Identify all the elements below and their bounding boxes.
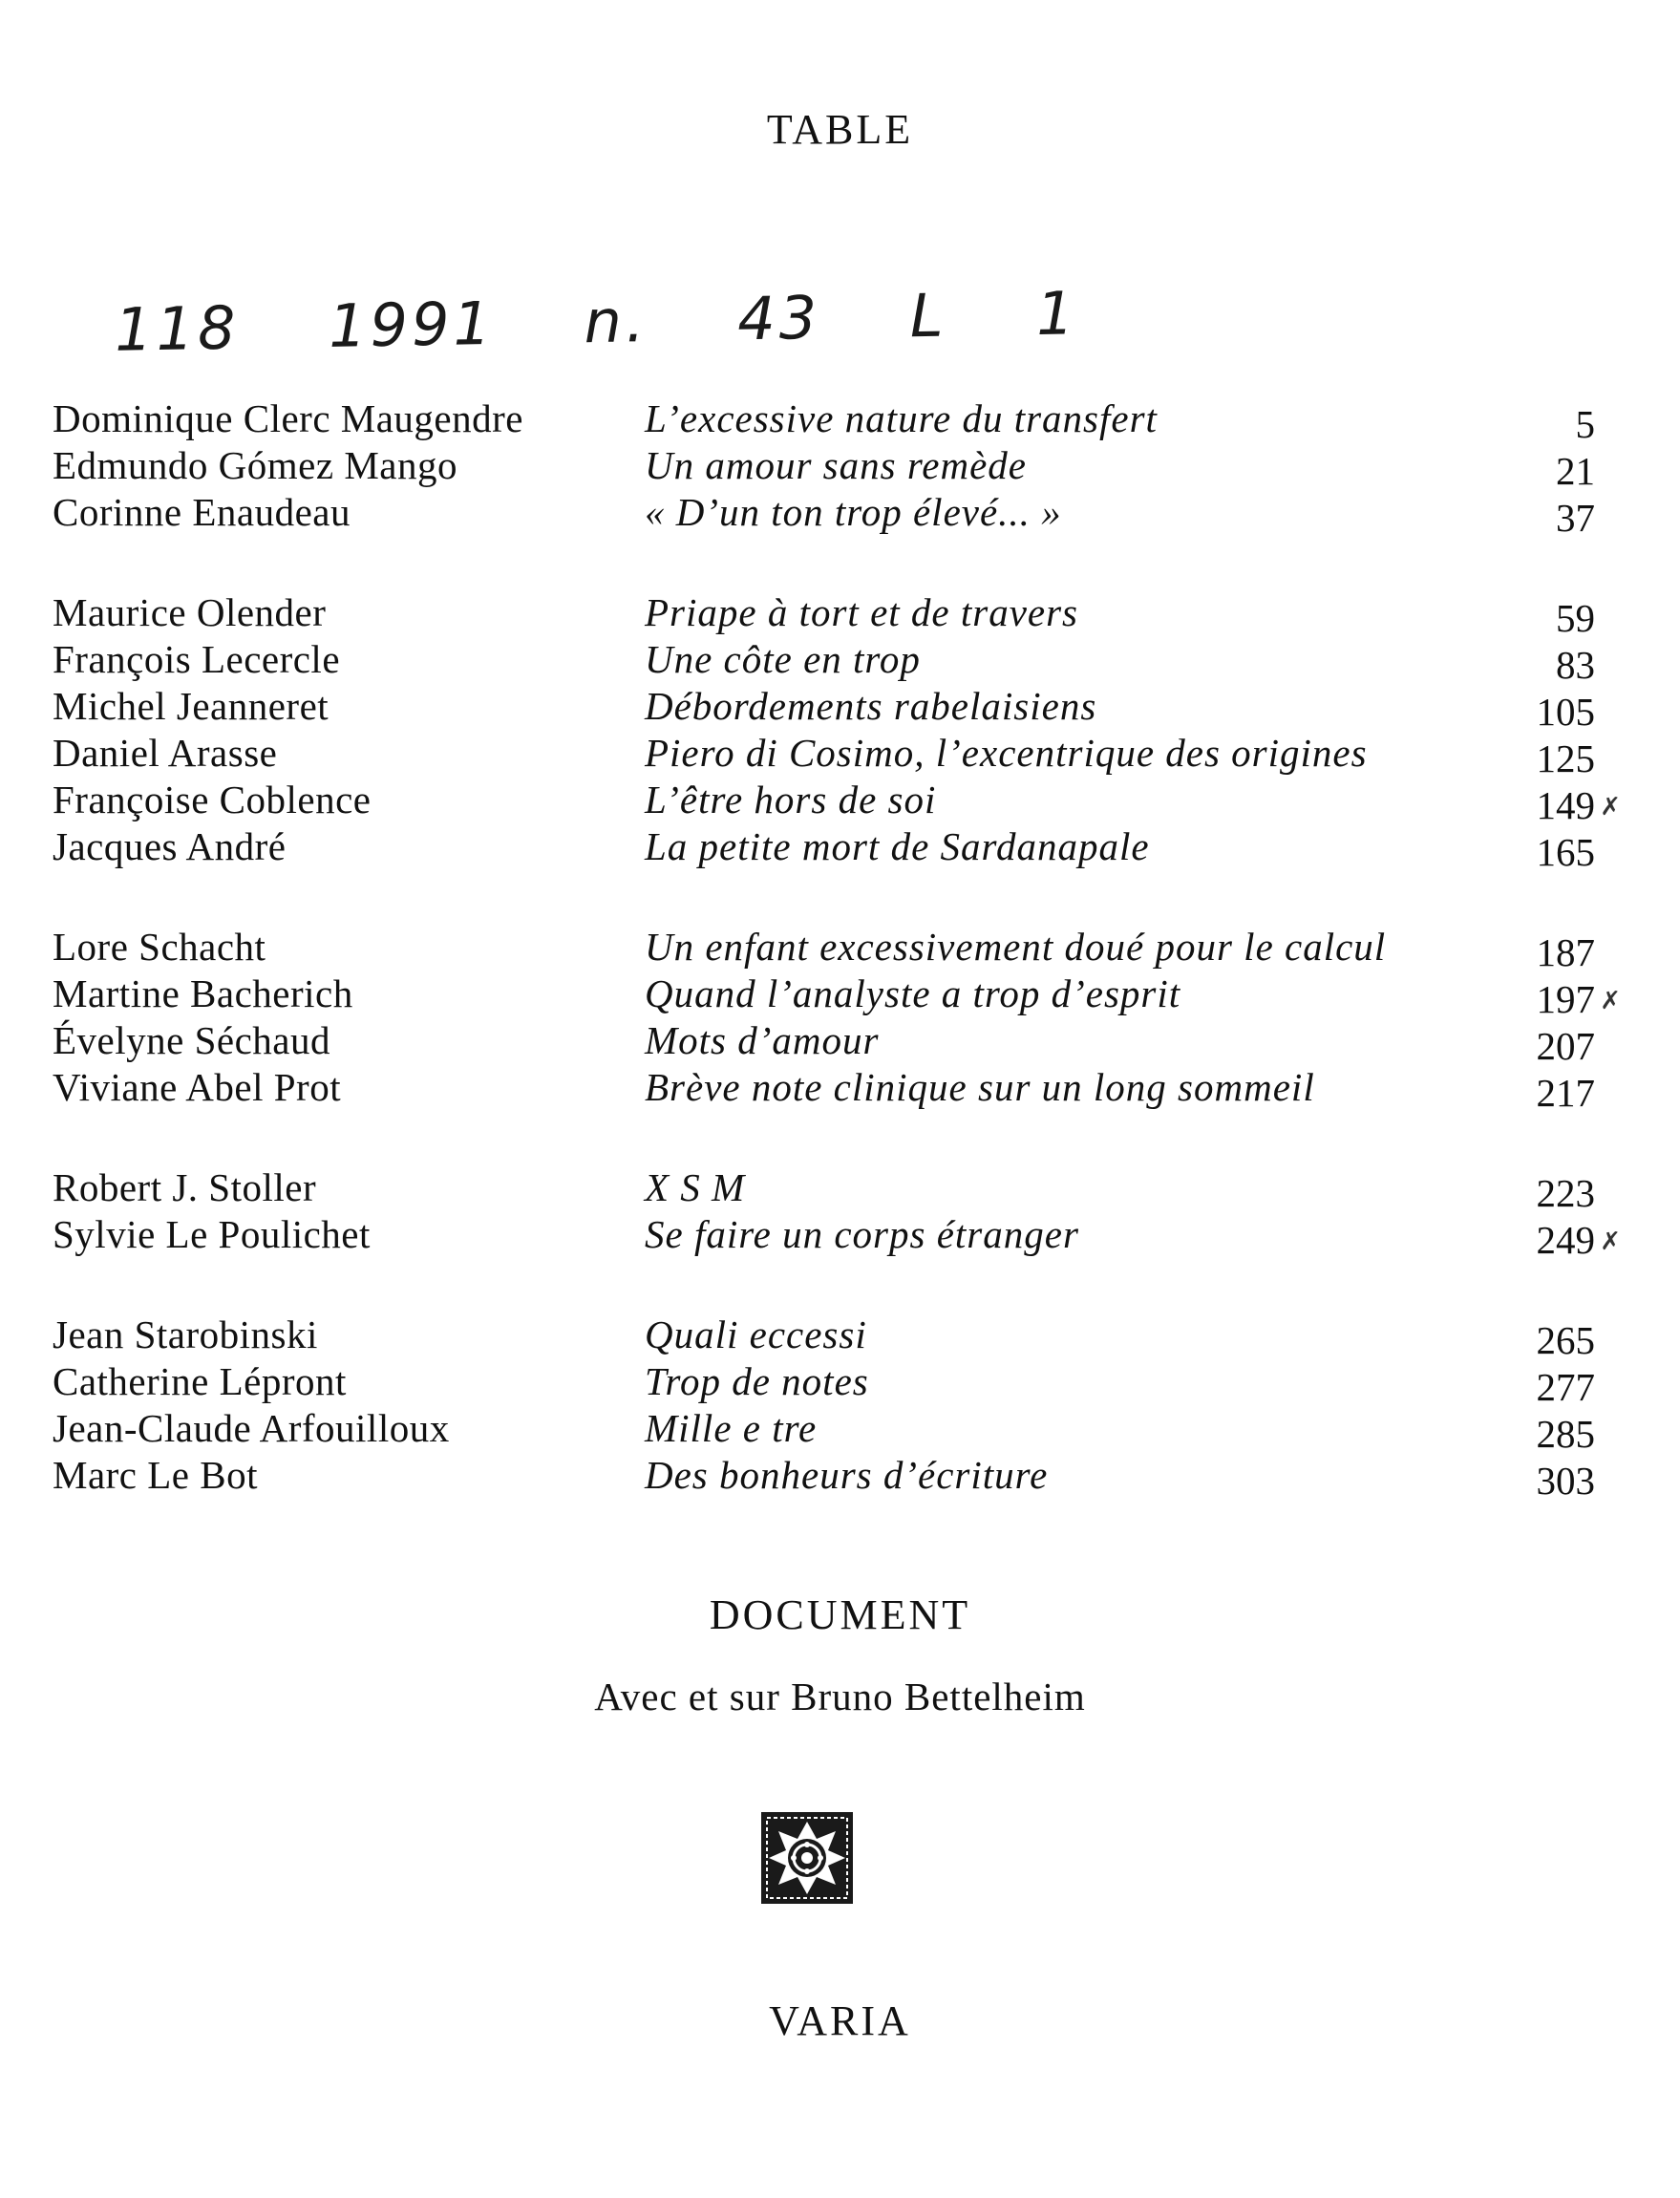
handwritten-check-mark: ✗: [1600, 987, 1621, 1015]
entry-page: 207: [1536, 1024, 1595, 1068]
entry-page: 285: [1536, 1412, 1595, 1456]
entry-page: 303: [1536, 1459, 1595, 1503]
toc-entry: [53, 1211, 1621, 1262]
handwritten-annotation: 118 1991 n. 43 L 1: [114, 278, 1079, 365]
entry-title: Débordements rabelaisiens: [645, 684, 1097, 728]
entry-author: Viviane Abel Prot: [53, 1065, 342, 1109]
entry-title: Piero di Cosimo, l’excentrique des origines: [645, 731, 1368, 775]
toc-entry: [53, 442, 1619, 493]
entry-author: Jean Starobinski: [53, 1312, 318, 1356]
entry-author: Robert J. Stoller: [53, 1165, 317, 1209]
floral-ornament-icon: [759, 1810, 855, 1906]
toc-entry: [53, 1452, 1619, 1503]
toc-entry: [53, 924, 1619, 974]
toc-entry: [53, 730, 1619, 780]
entry-page: 21: [1556, 449, 1595, 493]
handwritten-check-mark: ✗: [1600, 793, 1621, 822]
document-heading: DOCUMENT: [709, 1591, 971, 1638]
entry-title: L’excessive nature du transfert: [645, 396, 1158, 440]
entry-title: Priape à tort et de travers: [645, 590, 1079, 634]
entry-title: Mots d’amour: [645, 1018, 880, 1062]
entry-page: 249: [1536, 1218, 1595, 1262]
entry-title: Brève note clinique sur un long sommeil: [645, 1065, 1315, 1109]
entry-page: 217: [1536, 1071, 1595, 1115]
toc-entry: [53, 395, 1619, 446]
toc-list: [53, 395, 1619, 1552]
entry-page: 265: [1536, 1318, 1595, 1362]
entry-page: 125: [1536, 736, 1595, 780]
document-subtitle: Avec et sur Bruno Bettelheim: [594, 1675, 1086, 1718]
entry-page: 165: [1536, 830, 1595, 874]
toc-group: [53, 589, 1621, 874]
entry-author: Jean-Claude Arfouilloux: [53, 1406, 450, 1450]
toc-group: [53, 924, 1621, 1115]
entry-author: Jacques André: [53, 824, 287, 868]
entry-page: 105: [1536, 690, 1595, 734]
entry-page: 187: [1536, 930, 1595, 974]
toc-entry: [53, 589, 1619, 640]
entry-page: 197: [1536, 977, 1595, 1021]
toc-entry: [53, 1358, 1619, 1409]
handwritten-check-mark: ✗: [1600, 1227, 1621, 1256]
entry-author: Edmundo Gómez Mango: [53, 443, 457, 487]
entry-title: Un amour sans remède: [645, 443, 1027, 487]
entry-title: Un enfant excessivement doué pour le calcul: [645, 925, 1387, 969]
toc-entry: [53, 777, 1621, 827]
toc-entry: [53, 1164, 1619, 1215]
toc-entry: [53, 823, 1619, 874]
entry-author: Marc Le Bot: [53, 1453, 258, 1497]
entry-page: 83: [1556, 643, 1595, 687]
entry-author: Corinne Enaudeau: [53, 490, 351, 534]
entry-page: 59: [1556, 596, 1595, 640]
toc-entry: [53, 1064, 1619, 1115]
toc-entry: [53, 971, 1621, 1021]
toc-entry: [53, 1405, 1619, 1456]
entry-author: Catherine Lépront: [53, 1359, 347, 1403]
toc-entry: [53, 489, 1619, 540]
entry-author: Évelyne Séchaud: [53, 1018, 330, 1062]
entry-author: Sylvie Le Poulichet: [53, 1212, 371, 1256]
varia-heading: VARIA: [769, 1997, 911, 2044]
toc-entry: [53, 1017, 1619, 1068]
entry-title: Une côte en trop: [645, 637, 921, 681]
toc-entry: [53, 636, 1619, 687]
toc-group: [53, 1164, 1621, 1262]
entry-page: 149: [1536, 783, 1595, 827]
toc-group: [53, 1312, 1619, 1503]
entry-page: 277: [1536, 1365, 1595, 1409]
entry-title: X S M: [645, 1165, 746, 1209]
entry-author: Maurice Olender: [53, 590, 327, 634]
entry-title: La petite mort de Sardanapale: [645, 824, 1150, 868]
toc-group: [53, 395, 1619, 540]
entry-page: 223: [1536, 1171, 1595, 1215]
entry-author: Martine Bacherich: [53, 971, 353, 1015]
entry-author: Daniel Arasse: [53, 731, 278, 775]
entry-title: Se faire un corps étranger: [645, 1212, 1079, 1256]
entry-title: L’être hors de soi: [645, 778, 937, 822]
entry-title: « D’un ton trop élevé... »: [645, 490, 1062, 534]
entry-author: Lore Schacht: [53, 925, 266, 969]
entry-title: Mille e tre: [645, 1406, 818, 1450]
toc-entry: [53, 683, 1619, 734]
entry-author: François Lecercle: [53, 637, 341, 681]
entry-author: Michel Jeanneret: [53, 684, 330, 728]
page-title: TABLE: [766, 106, 914, 153]
entry-page: 37: [1556, 496, 1595, 540]
entry-title: Quali eccessi: [645, 1312, 867, 1356]
entry-author: Françoise Coblence: [53, 778, 372, 822]
entry-title: Trop de notes: [645, 1359, 869, 1403]
entry-title: Quand l’analyste a trop d’esprit: [645, 971, 1181, 1015]
toc-entry: [53, 1312, 1619, 1362]
entry-author: Dominique Clerc Maugendre: [53, 396, 523, 440]
entry-title: Des bonheurs d’écriture: [645, 1453, 1049, 1497]
entry-page: 5: [1575, 402, 1595, 446]
